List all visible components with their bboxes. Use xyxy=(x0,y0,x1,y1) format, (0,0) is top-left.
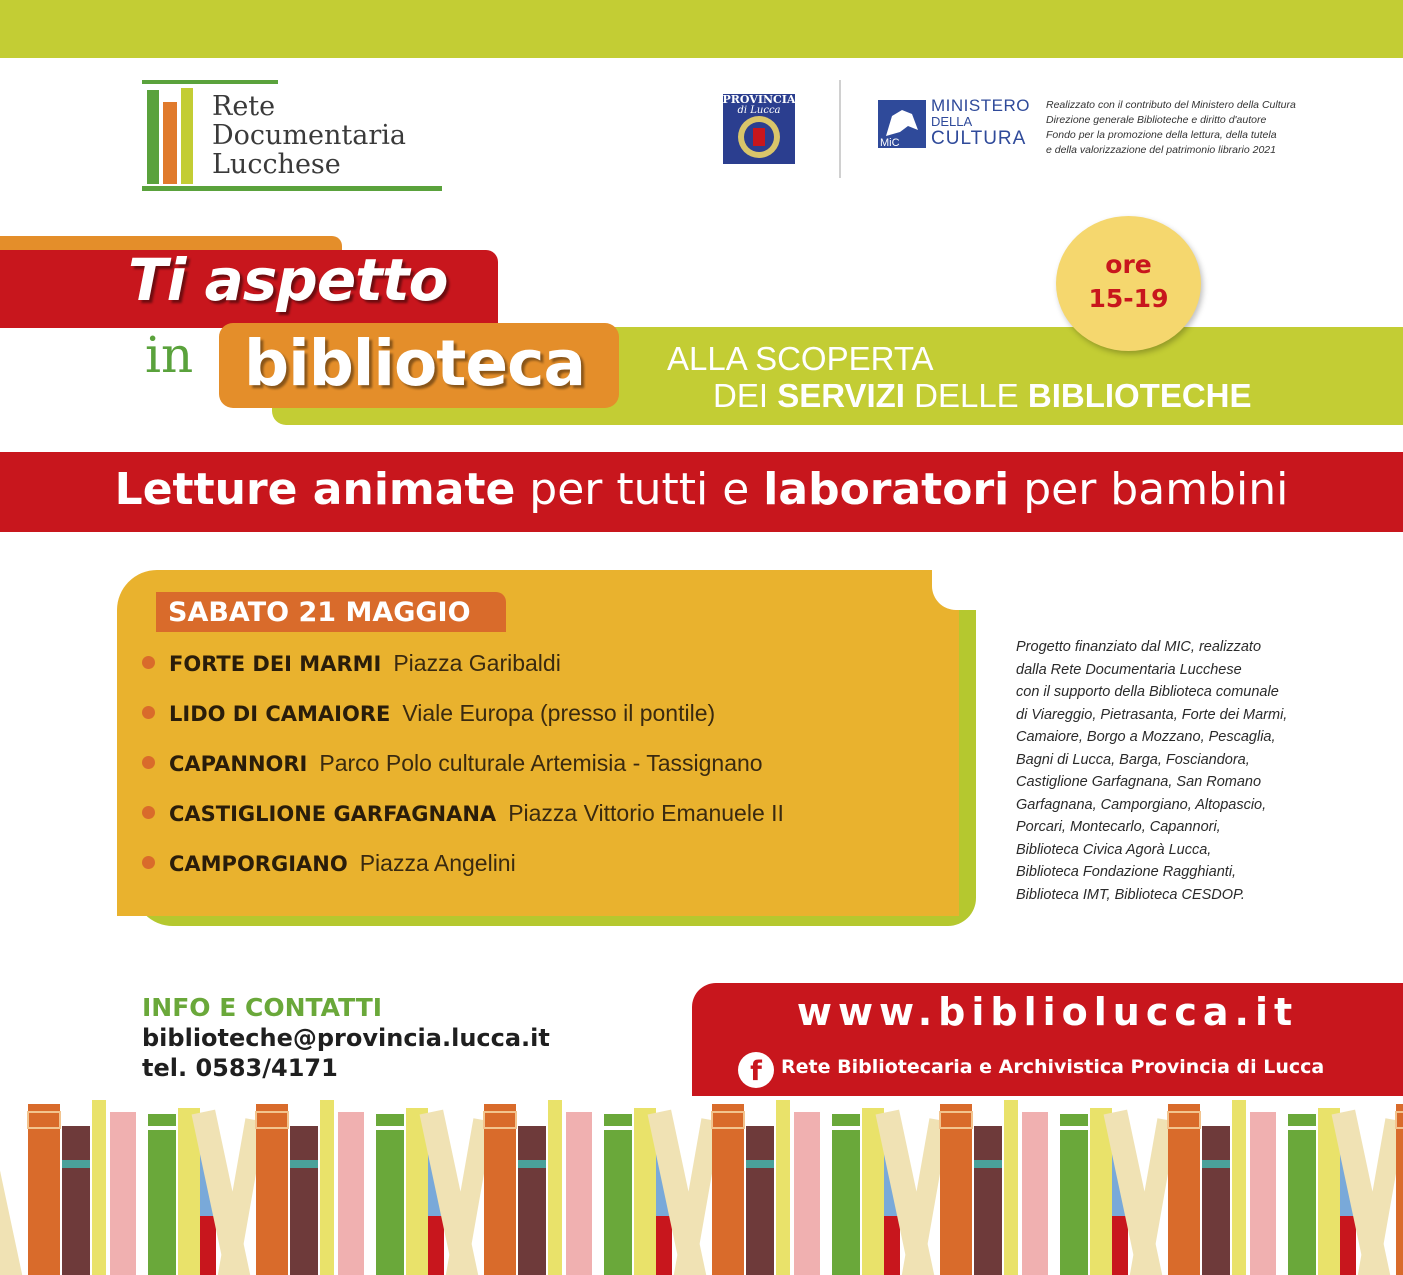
title-line-2: biblioteca xyxy=(244,327,585,400)
provincia-subtitle: di Lucca xyxy=(737,105,781,116)
bullet-icon xyxy=(142,856,155,869)
bookshelf-decoration xyxy=(0,1098,1403,1275)
logo-text: Rete Documentaria Lucchese xyxy=(212,91,406,180)
contact-email[interactable]: biblioteche@provincia.lucca.it xyxy=(142,1024,550,1052)
ministero-mic-icon xyxy=(878,100,926,148)
top-green-bar xyxy=(0,0,1403,58)
ministero-della-cultura-logo xyxy=(931,97,1030,149)
bullet-icon xyxy=(142,756,155,769)
title-in: in xyxy=(145,326,194,384)
venue-item: FORTE DEI MARMI Piazza Garibaldi xyxy=(142,650,561,686)
website-link[interactable]: www.bibliolucca.it xyxy=(796,990,1299,1034)
contacts-title: INFO E CONTATTI xyxy=(142,993,383,1022)
mic-line-3: CULTURA xyxy=(931,128,1027,149)
facebook-icon[interactable]: f xyxy=(738,1052,774,1088)
venue-item: LIDO DI CAMAIORE Viale Europa (presso il pontile) xyxy=(142,700,715,736)
venue-item: CAMPORGIANO Piazza Angelini xyxy=(142,850,516,886)
provincia-title: PROVINCIA xyxy=(722,93,796,106)
logo-divider xyxy=(839,80,841,178)
bullet-icon xyxy=(142,806,155,819)
mic-line-1: MINISTERO xyxy=(931,96,1030,115)
bullet-icon xyxy=(142,706,155,719)
activities-banner-text: Letture animate per tutti e laboratori per bambini xyxy=(114,464,1289,515)
funding-credit: Realizzato con il contributo del Ministero della Cultura Direzione generale Biblioteche e diritto d'autore Fondo per la promozione della lettura, della tutela e della valorizzazione del patrimonio librario 2021 xyxy=(1046,99,1296,156)
facebook-page-link[interactable]: Rete Bibliotecaria e Archivistica Provincia di Lucca xyxy=(781,1056,1325,1078)
mic-line-2: DELLA xyxy=(931,114,973,129)
bullet-icon xyxy=(142,656,155,669)
contact-phone[interactable]: tel. 0583/4171 xyxy=(142,1054,338,1082)
mic-mark-text: MiC xyxy=(880,137,900,148)
subtitle-line-1: ALLA SCOPERTA xyxy=(667,340,934,377)
hours-text: ore 15-19 xyxy=(1088,250,1169,313)
project-description: Progetto finanziato dal MIC, realizzato dalla Rete Documentaria Lucchese con il supporto della Biblioteca comunale di Viareggio, Pietrasanta, Forte dei Marmi, Camaiore, Borgo a Mozzano, Pescaglia, Bagni di Lucca, Barga, Fosciandora, Castiglione Garfagnana, San Romano Garfagnana, Camporgiano, Altopascio, Porcari, Montecarlo, Capannori, Biblioteca Civica Agorà Lucca, Biblioteca Fondazione Ragghianti, Biblioteca IMT, Biblioteca CESDOP. xyxy=(1016,639,1288,903)
title-line-1: Ti aspetto xyxy=(128,246,448,314)
subtitle-line-2: DEI SERVIZI DELLE BIBLIOTECHE xyxy=(713,377,1252,414)
event-date: SABATO 21 MAGGIO xyxy=(168,597,471,628)
venue-item: CASTIGLIONE GARFAGNANA Piazza Vittorio Emanuele II xyxy=(142,800,784,836)
venue-item: CAPANNORI Parco Polo culturale Artemisia - Tassignano xyxy=(142,750,763,786)
